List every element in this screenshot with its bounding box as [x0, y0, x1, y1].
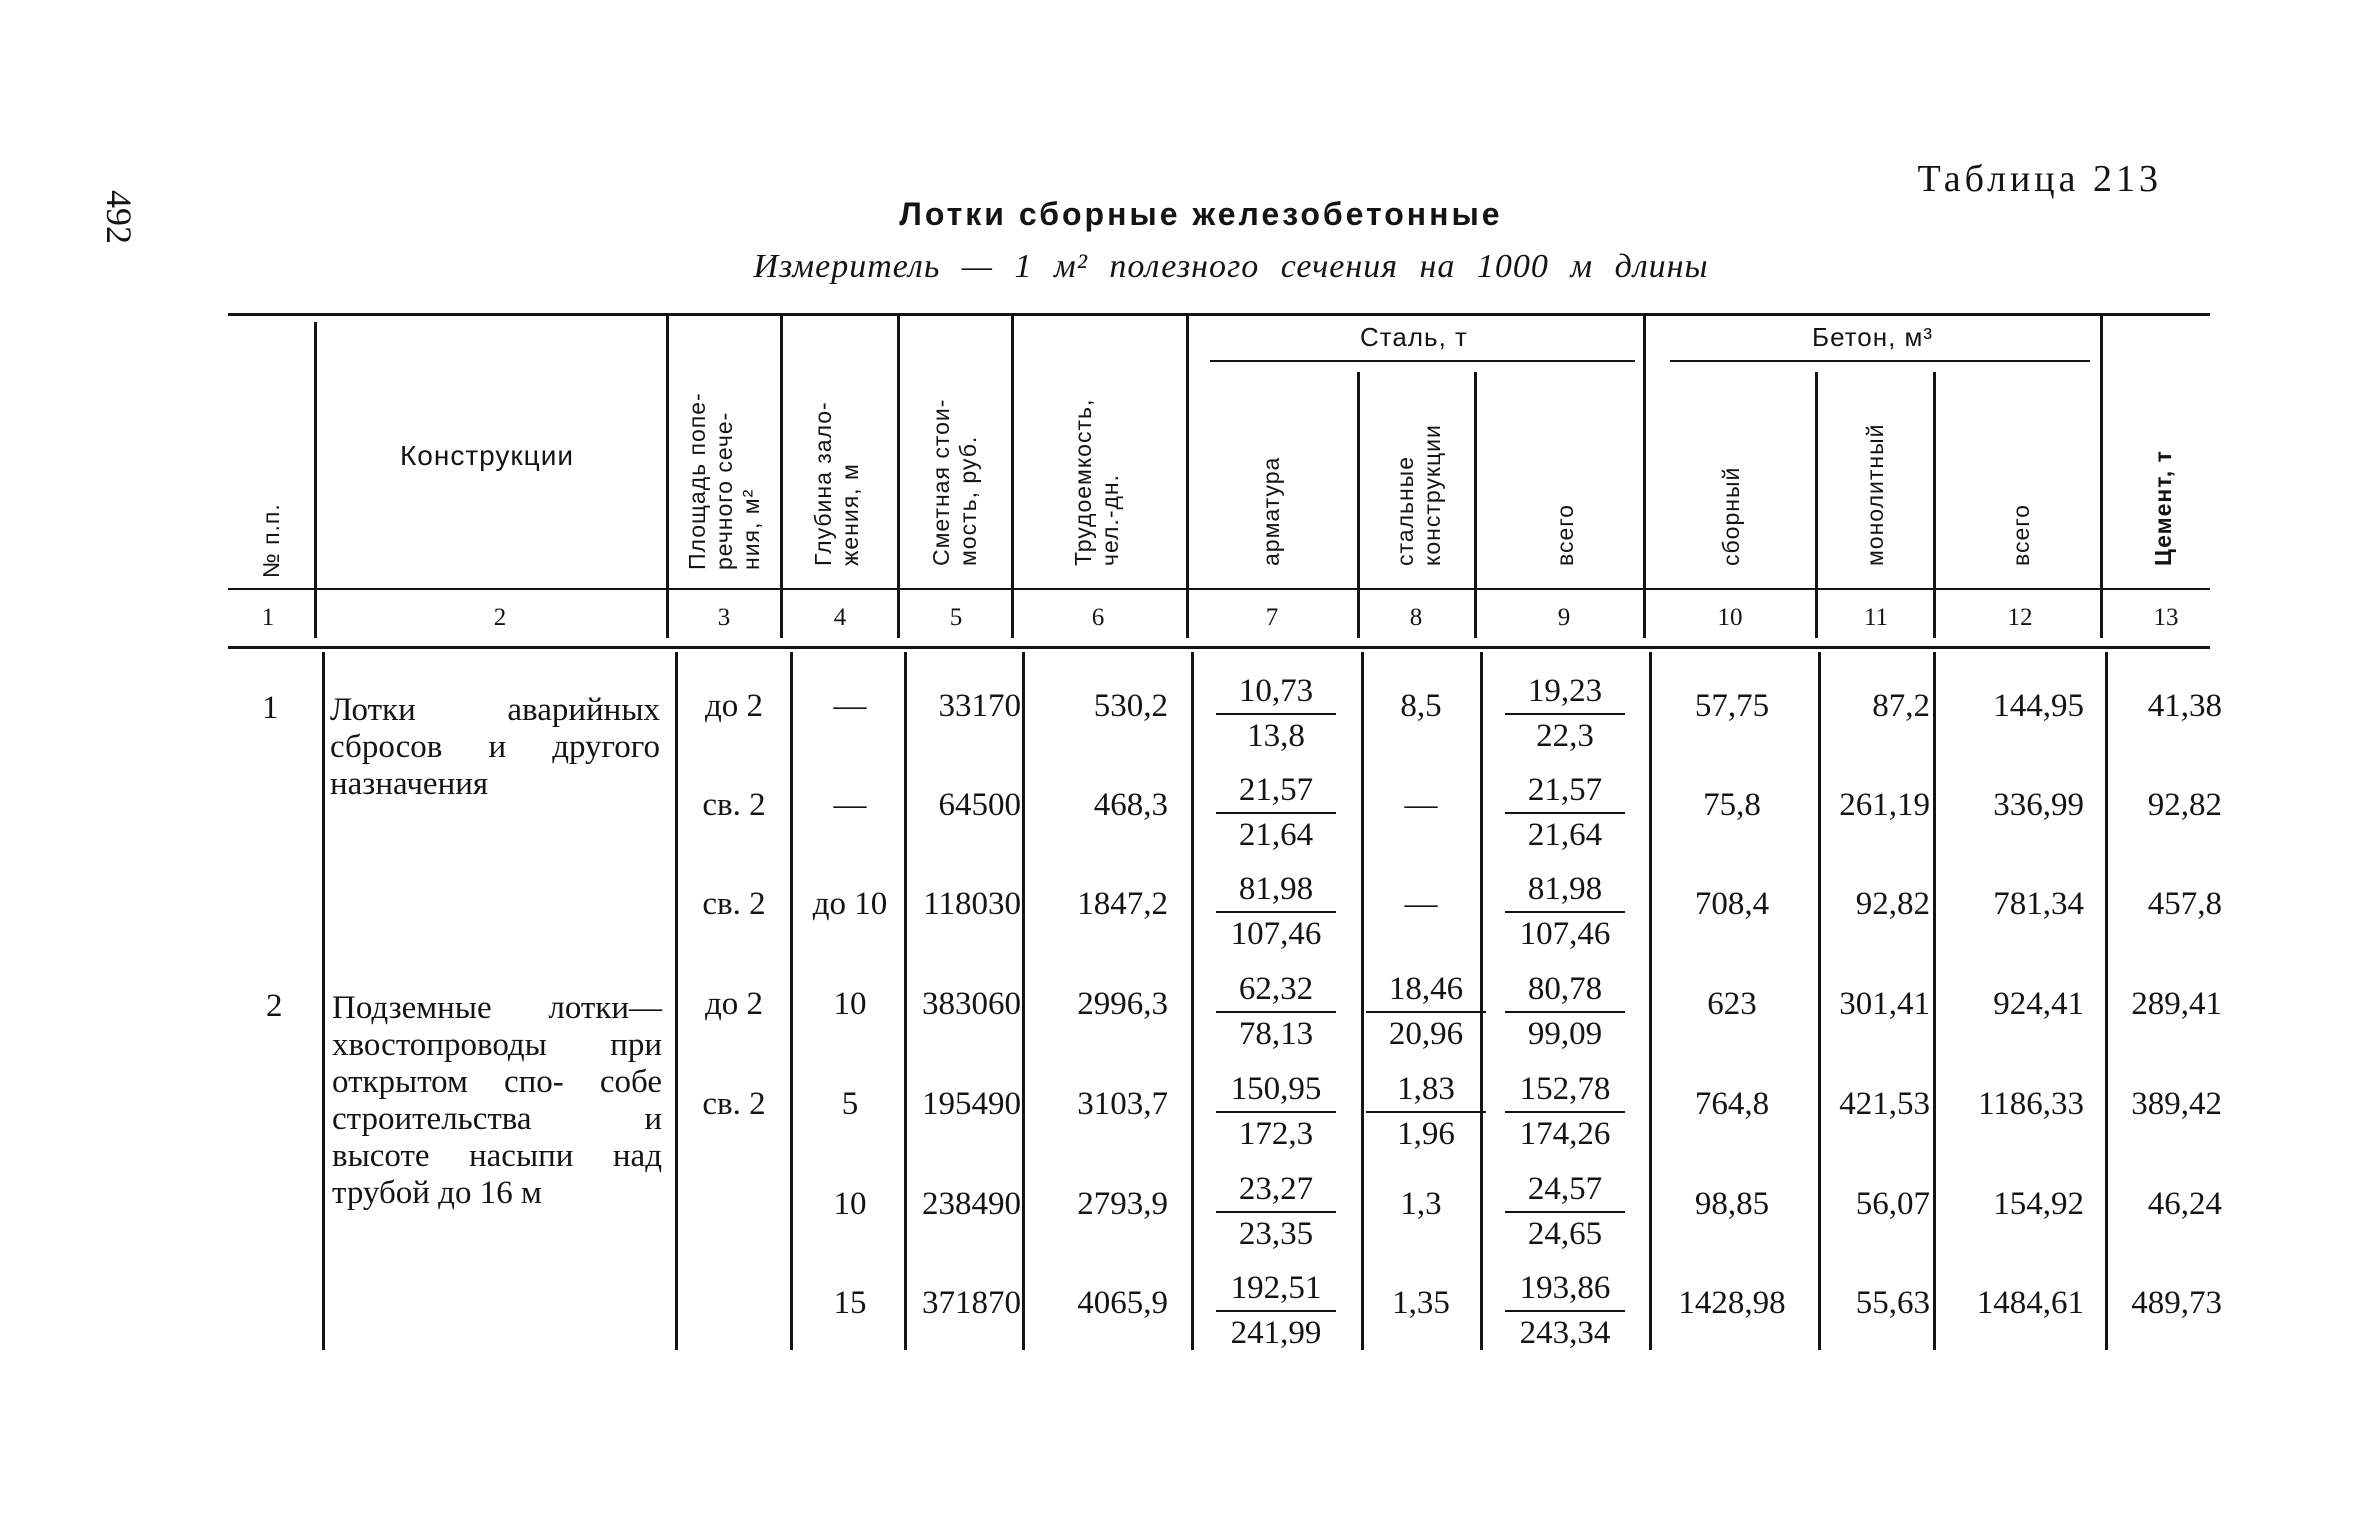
steel-group-rule — [1210, 360, 1635, 362]
cement-cell: 92,82 — [2147, 787, 2222, 823]
cement-cell: 46,24 — [2147, 1186, 2222, 1222]
table-label: Таблица 213 — [1917, 158, 2162, 200]
column-number: 5 — [949, 604, 963, 631]
monolithic-cell: 421,53 — [1839, 1086, 1930, 1122]
table-top-rule — [228, 313, 2210, 316]
steel-total-fraction — [1505, 1168, 1625, 1256]
steel-total-fraction-numerator: 19,23 — [1505, 670, 1625, 715]
cost-cell: 33170 — [938, 688, 1021, 724]
header-steel-structures: стальные конструкции — [1392, 424, 1445, 566]
reinforcement-fraction-numerator: 10,73 — [1216, 670, 1336, 715]
steel-structures-cell: 1,35 — [1392, 1285, 1450, 1321]
header-column-divider — [897, 316, 900, 638]
depth-cell: — — [833, 688, 867, 724]
depth-cell: 10 — [833, 1186, 867, 1222]
header-column-divider — [666, 316, 669, 638]
depth-cell: — — [833, 787, 867, 823]
group-number: 2 — [266, 988, 283, 1024]
reinforcement-fraction — [1216, 968, 1336, 1056]
steel-total-fraction-denominator: 107,46 — [1519, 916, 1611, 952]
steel-total-fraction-numerator: 193,86 — [1505, 1267, 1625, 1312]
header-steel-total: всего — [1552, 504, 1578, 566]
cement-cell: 41,38 — [2147, 688, 2222, 724]
monolithic-cell: 301,41 — [1839, 986, 1930, 1022]
monolithic-cell: 55,63 — [1855, 1285, 1930, 1321]
area-cell: до 2 — [704, 986, 764, 1022]
concrete-group-rule — [1670, 360, 2090, 362]
reinforcement-fraction — [1216, 769, 1336, 857]
cost-cell: 64500 — [938, 787, 1021, 823]
header-column-divider — [1815, 372, 1818, 638]
monolithic-cell: 261,19 — [1839, 787, 1930, 823]
header-column-divider — [2100, 316, 2103, 638]
monolithic-cell: 87,2 — [1872, 688, 1930, 724]
reinforcement-fraction-numerator: 21,57 — [1216, 769, 1336, 814]
labor-cell: 2793,9 — [1077, 1186, 1168, 1222]
steel-total-fraction-denominator: 243,34 — [1519, 1315, 1611, 1351]
header-column-divider — [780, 316, 783, 638]
header-labor: Трудоемкость, чел.-дн. — [1070, 398, 1123, 566]
steel-total-fraction — [1505, 670, 1625, 758]
steel-total-fraction — [1505, 1267, 1625, 1355]
steel-total-fraction-numerator: 24,57 — [1505, 1168, 1625, 1213]
area-cell: до 2 — [704, 688, 764, 724]
concrete-total-cell: 1484,61 — [1976, 1285, 2084, 1321]
body-column-divider — [322, 652, 325, 1350]
steel-total-fraction — [1505, 1068, 1625, 1156]
header-column-divider — [1474, 372, 1477, 638]
header-area: Площадь попе- речного сече- ния, м² — [684, 392, 764, 570]
steel-total-fraction-denominator: 174,26 — [1519, 1116, 1611, 1152]
column-number: 8 — [1409, 604, 1423, 631]
cost-cell: 383060 — [922, 986, 1021, 1022]
steel-structures-fraction-denominator: 1,96 — [1397, 1116, 1455, 1152]
monolithic-cell: 92,82 — [1855, 886, 1930, 922]
steel-structures-cell: — — [1404, 886, 1438, 922]
cement-cell: 489,73 — [2131, 1285, 2222, 1321]
depth-cell: 5 — [841, 1086, 859, 1122]
header-cement: Цемент, т — [2150, 450, 2176, 566]
column-number: 1 — [261, 604, 275, 631]
steel-total-fraction-denominator: 24,65 — [1527, 1216, 1603, 1252]
reinforcement-fraction — [1216, 1168, 1336, 1256]
steel-structures-fraction — [1366, 1068, 1486, 1156]
header-row-number: № п.п. — [258, 503, 284, 578]
cement-cell: 457,8 — [2147, 886, 2222, 922]
area-cell: св. 2 — [702, 1086, 766, 1122]
concrete-total-cell: 924,41 — [1993, 986, 2084, 1022]
depth-cell: 10 — [833, 986, 867, 1022]
precast-cell: 57,75 — [1694, 688, 1770, 724]
steel-structures-fraction — [1366, 968, 1486, 1056]
precast-cell: 75,8 — [1703, 787, 1761, 823]
precast-cell: 764,8 — [1694, 1086, 1770, 1122]
body-column-divider — [790, 652, 793, 1350]
body-column-divider — [1191, 652, 1194, 1350]
column-number-rule — [228, 646, 2210, 649]
group-description: Подземные лотки— хвостопроводы при открытом спо- собе строительства и высоте насыпи над трубой до 16 м — [332, 990, 662, 1211]
labor-cell: 2996,3 — [1077, 986, 1168, 1022]
reinforcement-fraction-denominator: 172,3 — [1238, 1116, 1314, 1152]
column-number: 7 — [1265, 604, 1279, 631]
reinforcement-fraction-numerator: 23,27 — [1216, 1168, 1336, 1213]
header-bottom-rule — [228, 588, 2210, 590]
header-column-divider — [1933, 372, 1936, 638]
reinforcement-fraction-numerator: 150,95 — [1216, 1068, 1336, 1113]
concrete-total-cell: 144,95 — [1993, 688, 2084, 724]
header-column-divider — [1643, 316, 1646, 638]
steel-total-fraction-numerator: 21,57 — [1505, 769, 1625, 814]
body-column-divider — [1361, 652, 1364, 1350]
column-number: 13 — [2153, 604, 2179, 631]
cement-cell: 389,42 — [2131, 1086, 2222, 1122]
cost-cell: 195490 — [922, 1086, 1021, 1122]
reinforcement-fraction-denominator: 23,35 — [1238, 1216, 1314, 1252]
labor-cell: 1847,2 — [1077, 886, 1168, 922]
depth-cell: до 10 — [812, 886, 888, 922]
table-subtitle: Измеритель — 1 м² полезного сечения на 1000 м длины — [753, 248, 1709, 285]
steel-total-fraction-denominator: 22,3 — [1536, 718, 1594, 754]
reinforcement-fraction — [1216, 1267, 1336, 1355]
column-number: 4 — [833, 604, 847, 631]
header-depth: Глубина зало- жения, м — [810, 401, 863, 566]
area-cell: св. 2 — [702, 787, 766, 823]
column-number: 6 — [1091, 604, 1105, 631]
steel-structures-fraction-denominator: 20,96 — [1388, 1016, 1464, 1052]
steel-total-fraction-numerator: 80,78 — [1505, 968, 1625, 1013]
group-number: 1 — [262, 690, 279, 726]
cement-cell: 289,41 — [2131, 986, 2222, 1022]
header-reinforcement: арматура — [1258, 456, 1284, 566]
steel-total-fraction — [1505, 968, 1625, 1056]
reinforcement-fraction-numerator: 81,98 — [1216, 868, 1336, 913]
labor-cell: 468,3 — [1093, 787, 1168, 823]
reinforcement-fraction-denominator: 13,8 — [1247, 718, 1305, 754]
reinforcement-fraction-numerator: 62,32 — [1216, 968, 1336, 1013]
precast-cell: 708,4 — [1694, 886, 1770, 922]
steel-structures-cell: 8,5 — [1400, 688, 1442, 724]
reinforcement-fraction — [1216, 868, 1336, 956]
header-concrete-group: Бетон, м³ — [1812, 322, 1934, 352]
table-title: Лотки сборные железобетонные — [899, 196, 1503, 232]
header-concrete-total: всего — [2008, 504, 2034, 566]
concrete-total-cell: 781,34 — [1993, 886, 2084, 922]
page-number: 492 — [99, 190, 139, 244]
precast-cell: 98,85 — [1694, 1186, 1770, 1222]
group-description: Лотки аварийных сбросов и другого назначения — [330, 692, 660, 802]
concrete-total-cell: 1186,33 — [1977, 1086, 2084, 1122]
depth-cell: 15 — [833, 1285, 867, 1321]
column-number: 3 — [717, 604, 731, 631]
header-precast: сборный — [1718, 466, 1744, 566]
header-cost: Сметная стои- мость, руб. — [928, 398, 981, 566]
concrete-total-cell: 336,99 — [1993, 787, 2084, 823]
reinforcement-fraction-denominator: 107,46 — [1230, 916, 1322, 952]
column-number: 11 — [1863, 604, 1889, 631]
cost-cell: 118030 — [923, 886, 1021, 922]
steel-total-fraction-denominator: 99,09 — [1527, 1016, 1603, 1052]
concrete-total-cell: 154,92 — [1993, 1186, 2084, 1222]
body-column-divider — [675, 652, 678, 1350]
steel-total-fraction — [1505, 868, 1625, 956]
precast-cell: 1428,98 — [1678, 1285, 1786, 1321]
labor-cell: 530,2 — [1093, 688, 1168, 724]
column-number: 9 — [1557, 604, 1571, 631]
header-constructions: Конструкции — [400, 440, 574, 471]
reinforcement-fraction-denominator: 21,64 — [1238, 817, 1314, 853]
header-column-divider — [1011, 316, 1014, 638]
precast-cell: 623 — [1707, 986, 1757, 1022]
reinforcement-fraction-denominator: 78,13 — [1238, 1016, 1314, 1052]
header-column-divider — [1357, 372, 1360, 638]
steel-total-fraction-numerator: 152,78 — [1505, 1068, 1625, 1113]
column-number: 2 — [493, 604, 507, 631]
body-column-divider — [1022, 652, 1025, 1350]
reinforcement-fraction-numerator: 192,51 — [1216, 1267, 1336, 1312]
header-steel-group: Сталь, т — [1360, 322, 1468, 352]
steel-total-fraction-denominator: 21,64 — [1527, 817, 1603, 853]
steel-total-fraction-numerator: 81,98 — [1505, 868, 1625, 913]
reinforcement-fraction-denominator: 241,99 — [1230, 1315, 1322, 1351]
labor-cell: 3103,7 — [1077, 1086, 1168, 1122]
header-monolithic: монолитный — [1862, 423, 1888, 566]
column-number: 10 — [1717, 604, 1743, 631]
labor-cell: 4065,9 — [1077, 1285, 1168, 1321]
steel-structures-cell: — — [1404, 787, 1438, 823]
column-number: 12 — [2007, 604, 2033, 631]
cost-cell: 238490 — [922, 1186, 1021, 1222]
steel-structures-cell: 1,3 — [1400, 1186, 1442, 1222]
steel-structures-fraction-numerator: 18,46 — [1366, 968, 1486, 1013]
steel-total-fraction — [1505, 769, 1625, 857]
steel-structures-fraction-numerator: 1,83 — [1366, 1068, 1486, 1113]
header-column-divider — [314, 322, 317, 638]
cost-cell: 371870 — [922, 1285, 1021, 1321]
monolithic-cell: 56,07 — [1855, 1186, 1930, 1222]
header-column-divider — [1186, 316, 1189, 638]
reinforcement-fraction — [1216, 1068, 1336, 1156]
reinforcement-fraction — [1216, 670, 1336, 758]
area-cell: св. 2 — [702, 886, 766, 922]
